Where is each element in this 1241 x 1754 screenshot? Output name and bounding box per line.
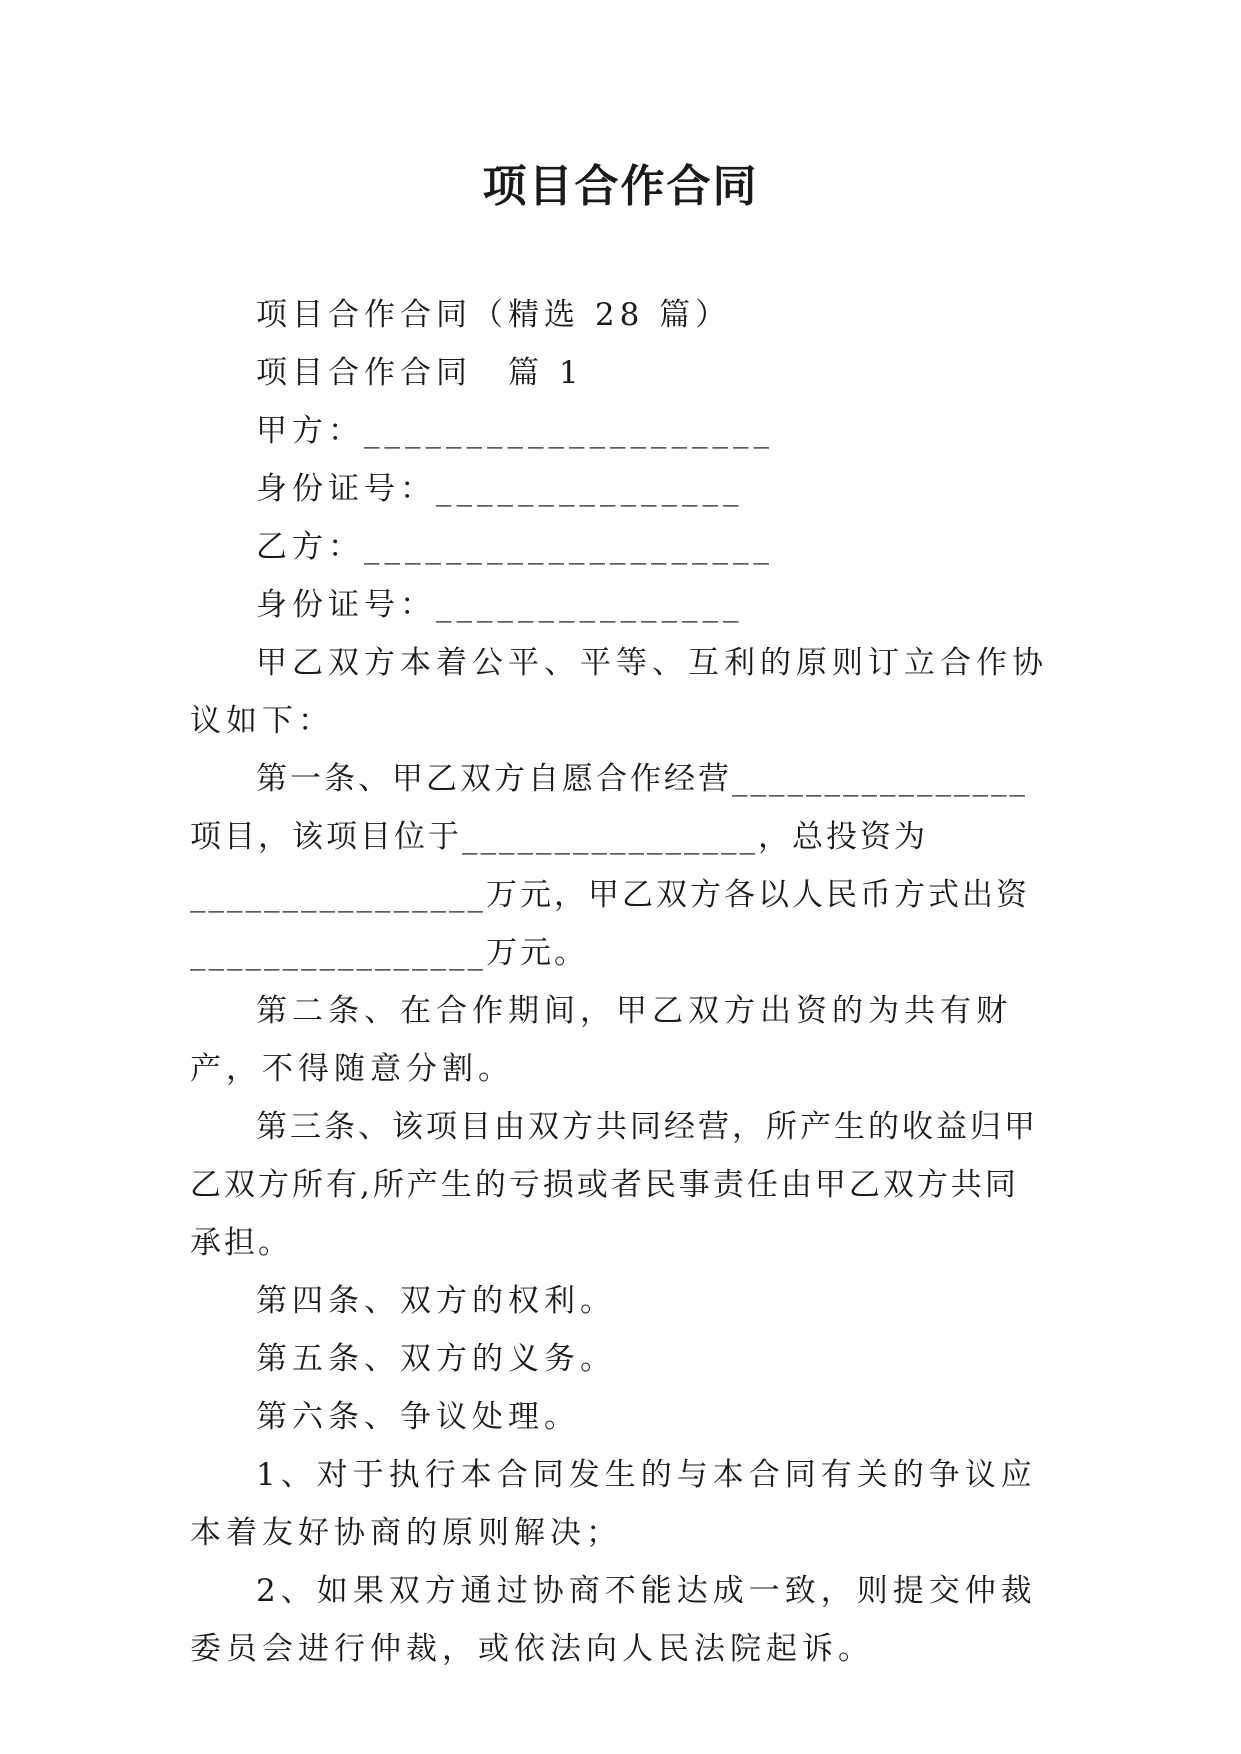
article-4-paragraph: 第四条、双方的权利。: [256, 1283, 616, 1319]
article-2-paragraph: 第二条、在合作期间，甲乙双方出资的为共有财产，不得随意分割。: [190, 993, 1012, 1087]
article-1-paragraph: 第一条、甲乙双方自愿合作经营________________项目，该项目位于________________，总投资为________________万元，甲乙双方各以人民币方式出资________________万元。: [190, 761, 1030, 971]
dispute-clause-2: 2、如果双方通过协商不能达成一致，则提交仲裁委员会进行仲裁，或依法向人民法院起诉。: [190, 1573, 1037, 1667]
article-3-paragraph: 第三条、该项目由双方共同经营，所产生的收益归甲乙双方所有,所产生的亏损或者民事责任由甲乙双方共同承担。: [190, 1109, 1038, 1261]
party-a-field: 甲方：____________________: [256, 413, 774, 449]
article-6-paragraph: 第六条、争议处理。: [256, 1399, 580, 1435]
section-heading: 项目合作合同 篇 1: [256, 355, 584, 391]
document-title: 项目合作合同: [482, 161, 759, 212]
preamble-paragraph: 甲乙双方本着公平、平等、互利的原则订立合作协议如下：: [190, 645, 1048, 739]
party-b-id-field: 身份证号：_______________: [256, 587, 744, 623]
article-5-paragraph: 第五条、双方的义务。: [256, 1341, 616, 1377]
subtitle-line: 项目合作合同（精选 28 篇）: [256, 297, 732, 333]
party-b-field: 乙方：____________________: [256, 529, 774, 565]
document-body: [190, 286, 1050, 1678]
dispute-clause-1: 1、对于执行本合同发生的与本合同有关的争议应本着友好协商的原则解决；: [190, 1457, 1037, 1551]
party-a-id-field: 身份证号：_______________: [256, 471, 744, 507]
